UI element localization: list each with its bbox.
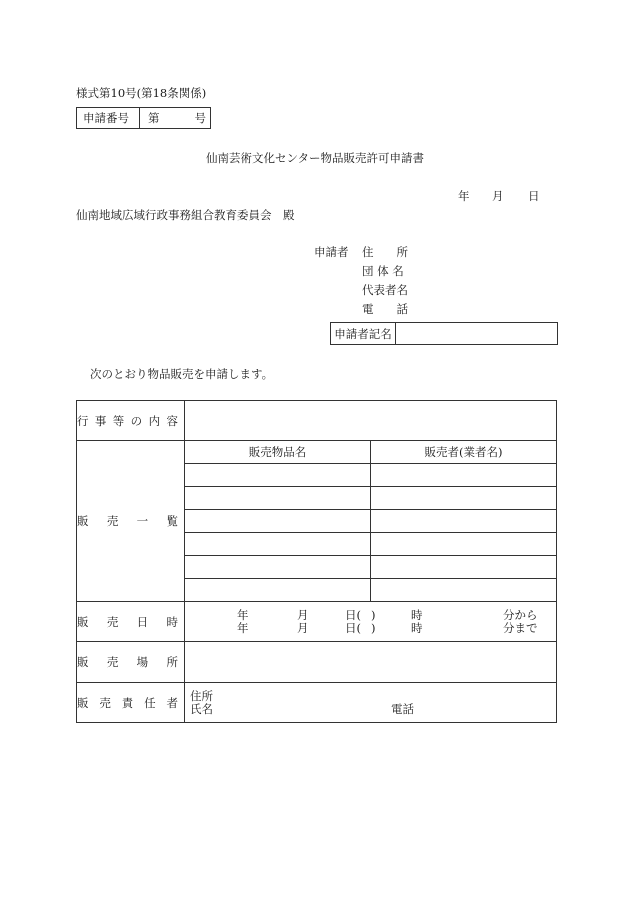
addressee: 仙南地域広域行政事務組合教育委員会 殿 (76, 208, 295, 222)
responsible-name-row (185, 703, 556, 716)
col-seller: 販売者(業者名) (371, 441, 557, 464)
application-number-box (76, 107, 211, 129)
datetime-to: 年 月 日( ) 時 分まで (237, 620, 538, 635)
sales-place-label: 販 売 場 所 (77, 642, 185, 683)
applicant-heading: 申請者 (314, 245, 349, 259)
application-number-label: 申請番号 (77, 108, 140, 128)
application-table (76, 400, 557, 723)
event-content-field[interactable] (185, 401, 557, 441)
item-name-cell[interactable] (185, 464, 371, 487)
application-number-prefix: 第 (148, 111, 160, 125)
sales-place-field[interactable] (185, 642, 557, 683)
sales-datetime-field[interactable] (185, 602, 557, 642)
item-name-cell[interactable] (185, 487, 371, 510)
application-number-field[interactable] (140, 108, 210, 128)
item-name-cell[interactable] (185, 556, 371, 579)
col-item-name: 販売物品名 (185, 441, 371, 464)
applicant-address-label: 住 所 (362, 245, 408, 259)
seller-cell[interactable] (371, 533, 557, 556)
responsible-person-field[interactable] (185, 683, 557, 723)
responsible-phone-label: 電話 (391, 701, 414, 716)
sales-datetime-label: 販 売 日 時 (77, 602, 185, 642)
seller-cell[interactable] (371, 579, 557, 602)
item-name-cell[interactable] (185, 533, 371, 556)
item-name-cell[interactable] (185, 510, 371, 533)
responsible-person-label: 販 売 責 任 者 (77, 683, 185, 723)
datetime-from: 年 月 日( ) 時 分から (237, 607, 538, 622)
date-month: 月 (492, 189, 504, 203)
applicant-signature-field[interactable] (396, 323, 557, 344)
applicant-representative-label: 代表者名 (362, 283, 408, 297)
applicant-group-label: 団 体 名 (362, 264, 404, 278)
application-number-suffix: 号 (194, 111, 206, 125)
seller-cell[interactable] (371, 556, 557, 579)
intro-text: 次のとおり物品販売を申請します。 (90, 367, 274, 381)
date-year: 年 (458, 189, 470, 203)
document-title: 仙南芸術文化センター物品販売許可申請書 (205, 151, 425, 165)
form-number: 様式第10号(第18条関係) (76, 86, 207, 100)
item-name-cell[interactable] (185, 579, 371, 602)
seller-cell[interactable] (371, 487, 557, 510)
date-day: 日 (528, 189, 540, 203)
event-content-label: 行 事 等 の 内 容 (77, 401, 185, 441)
sales-list-label: 販 売 一 覧 (77, 441, 185, 602)
applicant-signature-label: 申請者記名 (331, 323, 396, 344)
seller-cell[interactable] (371, 510, 557, 533)
applicant-phone-label: 電 話 (362, 302, 408, 316)
responsible-address-label: 住所 (190, 688, 213, 703)
seller-cell[interactable] (371, 464, 557, 487)
applicant-signature-box (330, 322, 558, 345)
responsible-name-label: 氏名 (190, 701, 213, 716)
